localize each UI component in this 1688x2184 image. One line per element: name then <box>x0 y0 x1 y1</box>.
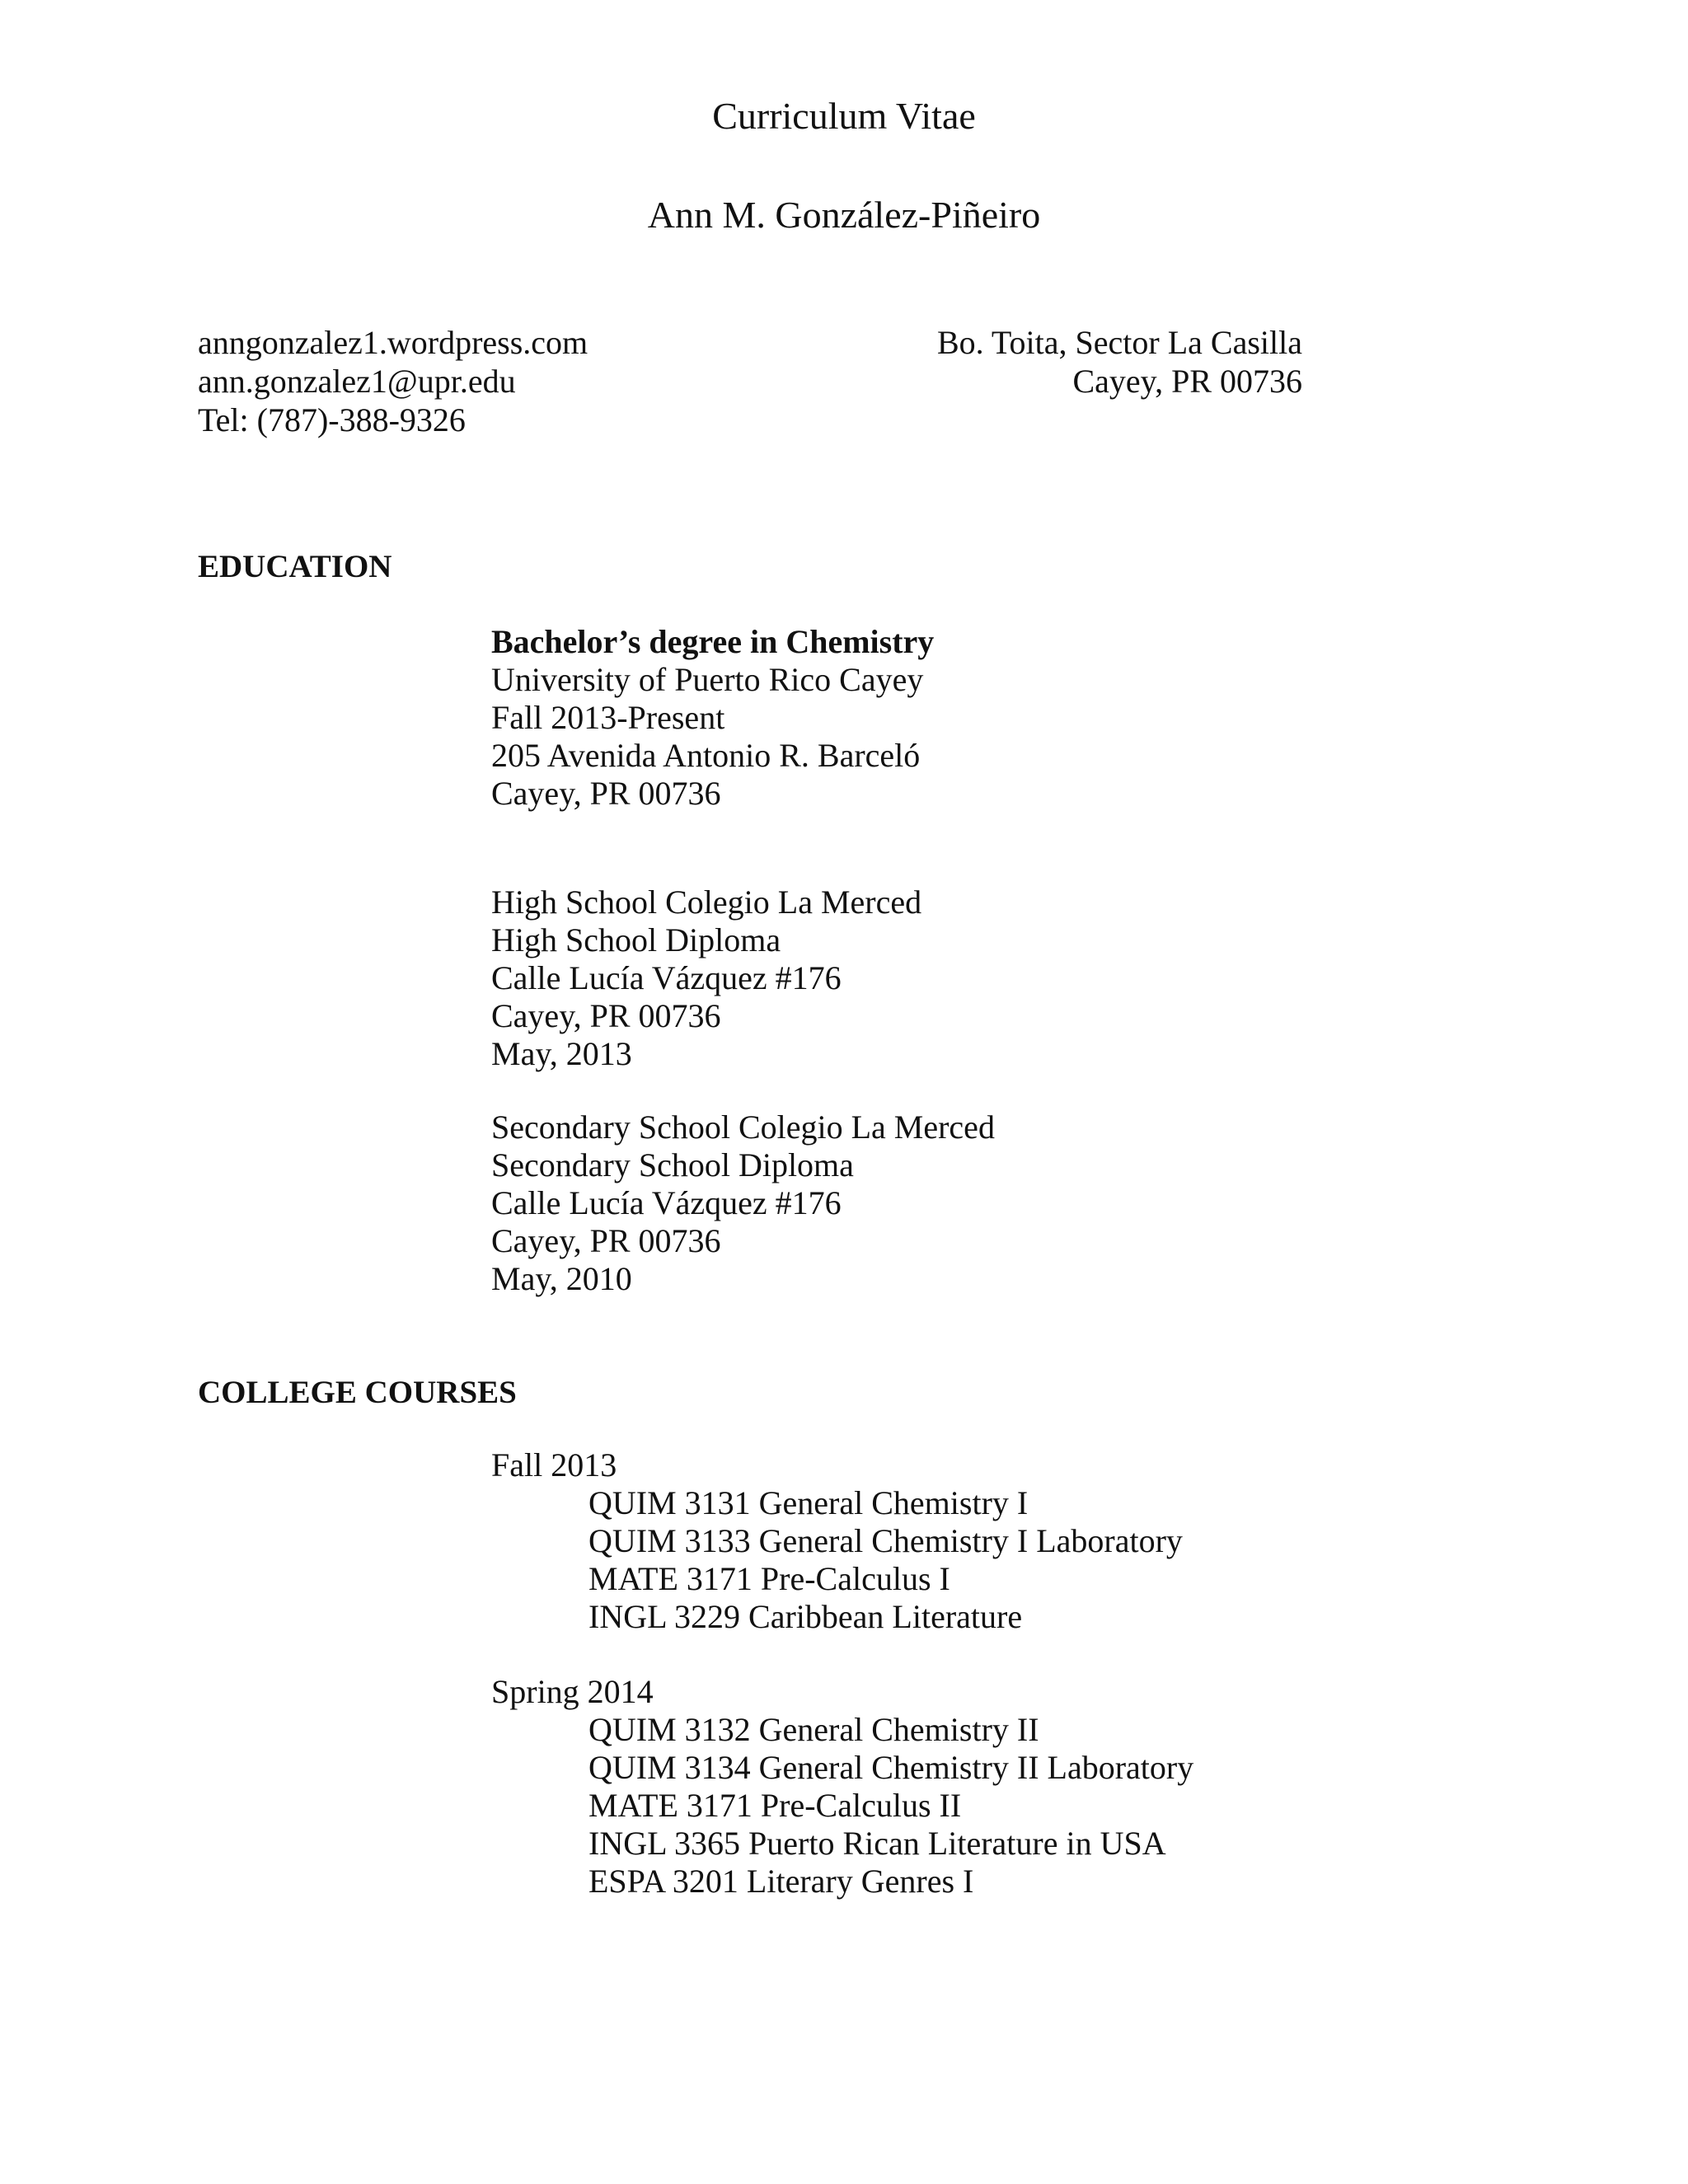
term-name: Spring 2014 <box>491 1673 654 1710</box>
education-line: May, 2010 <box>491 1260 632 1297</box>
education-line: University of Puerto Rico Cayey <box>491 661 924 698</box>
course-item: INGL 3229 Caribbean Literature <box>588 1598 1023 1635</box>
education-line: High School Colegio La Merced <box>491 883 922 921</box>
college-courses-heading: COLLEGE COURSES <box>198 1375 517 1410</box>
website-link[interactable]: anngonzalez1.wordpress.com <box>198 324 588 361</box>
term-name: Fall 2013 <box>491 1446 617 1483</box>
course-term <box>491 1446 1183 1636</box>
mailing-address <box>937 323 1302 401</box>
course-item: QUIM 3134 General Chemistry II Laboratory <box>588 1749 1194 1786</box>
education-line: High School Diploma <box>491 921 781 958</box>
education-line: Secondary School Diploma <box>491 1146 854 1183</box>
education-line: Cayey, PR 00736 <box>491 1222 721 1259</box>
education-line: Calle Lucía Vázquez #176 <box>491 1184 842 1221</box>
education-heading: EDUCATION <box>198 549 392 584</box>
address-line: Bo. Toita, Sector La Casilla <box>936 324 1302 361</box>
contact-info <box>198 323 588 439</box>
course-item: MATE 3171 Pre-Calculus I <box>588 1560 950 1597</box>
education-line: Secondary School Colegio La Merced <box>491 1108 995 1146</box>
education-entry <box>491 623 934 813</box>
degree-title: Bachelor’s degree in Chemistry <box>491 623 935 660</box>
course-item: ESPA 3201 Literary Genres I <box>588 1863 974 1900</box>
education-line: Fall 2013-Present <box>491 699 725 736</box>
person-name: Ann M. González-Piñeiro <box>647 194 1041 236</box>
email-link[interactable]: ann.gonzalez1@upr.edu <box>198 363 516 400</box>
education-entry <box>491 1108 995 1298</box>
education-line: Calle Lucía Vázquez #176 <box>491 959 842 996</box>
course-item: MATE 3171 Pre-Calculus II <box>588 1787 962 1824</box>
course-item: INGL 3365 Puerto Rican Literature in USA <box>588 1825 1166 1862</box>
phone-number: Tel: (787)-388-9326 <box>198 401 466 438</box>
course-term <box>491 1673 1193 1900</box>
course-item: QUIM 3132 General Chemistry II <box>588 1711 1039 1748</box>
education-entry <box>491 883 921 1073</box>
education-line: 205 Avenida Antonio R. Barceló <box>491 737 921 774</box>
course-item: QUIM 3131 General Chemistry I <box>588 1484 1029 1521</box>
address-line: Cayey, PR 00736 <box>1072 363 1302 400</box>
education-line: Cayey, PR 00736 <box>491 997 721 1034</box>
course-item: QUIM 3133 General Chemistry I Laboratory <box>588 1522 1183 1559</box>
education-line: May, 2013 <box>491 1035 632 1072</box>
document-title: Curriculum Vitae <box>712 95 976 137</box>
education-line: Cayey, PR 00736 <box>491 775 721 812</box>
